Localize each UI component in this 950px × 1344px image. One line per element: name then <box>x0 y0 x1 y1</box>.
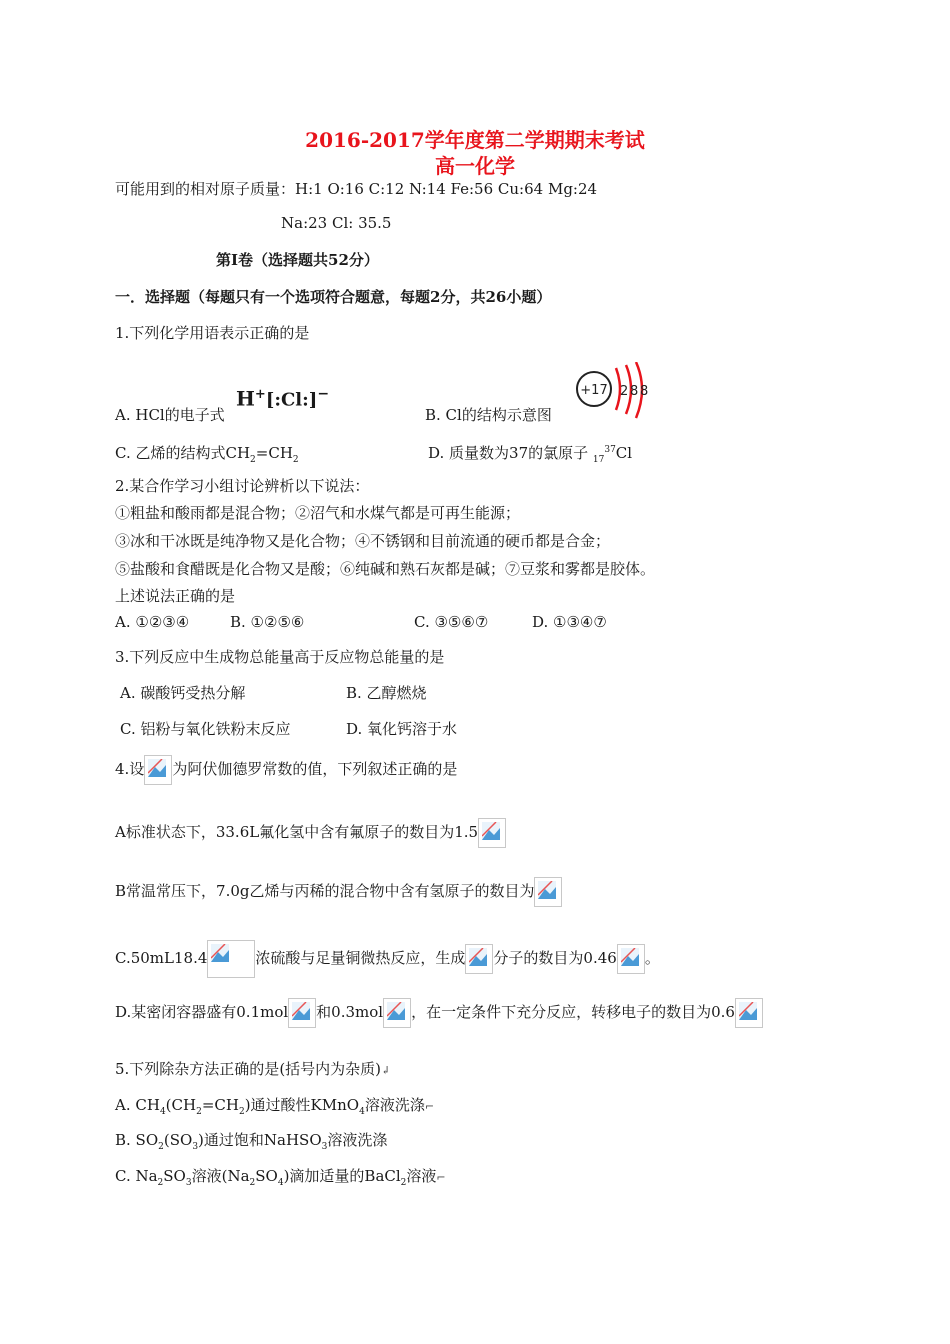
q4-option-d <box>115 998 763 1028</box>
q1-option-d <box>428 442 632 465</box>
q5-c-mid: SO <box>255 1167 278 1185</box>
q2-option-c: C. ③⑤⑥⑦ <box>414 613 489 631</box>
q4-d-post: ，在一定条件下充分反应，转移电子的数目为0.6 <box>411 1003 735 1021</box>
q5-b-pre: B. SO <box>115 1131 159 1149</box>
atomic-masses-line1: 可能用到的相对原子质量：H:1 O:16 C:12 N:14 Fe:56 Cu:64 Mg:24 <box>115 180 598 198</box>
q5-a-sub: 2 <box>238 1107 245 1117</box>
q2-line4: 上述说法正确的是 <box>115 587 236 605</box>
q5-a-sub: 4 <box>159 1107 166 1117</box>
q4-d-pre: D.某密闭容器盛有0.1mol <box>115 1003 289 1021</box>
q5-a-sub: 2 <box>196 1107 202 1117</box>
broken-image-icon <box>207 940 255 978</box>
q5-c-mid: )滴加适量的BaCl <box>283 1167 401 1185</box>
q4-stem <box>115 755 457 785</box>
q5-b-sub: 3 <box>192 1142 199 1152</box>
broken-image-icon <box>465 944 493 974</box>
q5-c-sub: 2 <box>400 1178 407 1188</box>
q2-option-a: A. ①②③④ <box>115 613 190 631</box>
q1-d-atomic-number: 17 <box>592 455 605 465</box>
arrow-mark-icon: ↲ <box>381 1064 391 1077</box>
q1-option-a-text: A. HCl的电子式 <box>115 406 225 424</box>
q1-option-c-text: C. 乙烯的结构式CH <box>115 444 251 462</box>
q1-c-sub2: 2 <box>292 455 299 465</box>
q5-b-mid: )通过饱和NaHSO <box>198 1131 322 1149</box>
q5-b-sub: 2 <box>158 1142 164 1152</box>
q5-b-mid: (SO <box>163 1131 193 1149</box>
exam-title: 2016-2017学年度第二学期期末考试 <box>305 128 645 152</box>
q1-c-sub1: 2 <box>250 455 256 465</box>
part-title: 一．选择题（每题只有一个选项符合题意，每题2分，共26小题） <box>115 288 552 306</box>
cl-structure-diagram <box>572 362 648 424</box>
q4-c-mid: 浓硫酸与足量铜微热反应，生成 <box>255 949 466 967</box>
formula-h: H <box>236 386 255 411</box>
q5-a-mid: )通过酸性KMnO <box>244 1096 360 1114</box>
q4-option-a <box>115 818 506 848</box>
broken-image-icon <box>144 755 172 785</box>
q1-d-symbol: Cl <box>615 444 633 462</box>
q1-option-d-text: D. 质量数为37的氯原子 <box>428 444 593 462</box>
formula-h-charge: + <box>254 387 266 402</box>
q5-b-end: 溶液洗涤 <box>327 1131 388 1149</box>
q3-stem: 3.下列反应中生成物总能量高于反应物总能量的是 <box>115 648 445 666</box>
q2-line1: ①粗盐和酸雨都是混合物；②沼气和水煤气都是可再生能源； <box>115 504 521 522</box>
q2-line2: ③冰和干冰既是纯净物又是化合物；④不锈钢和目前流通的硬币都是合金； <box>115 532 611 550</box>
q5-a-end: 溶液洗涤 <box>364 1096 425 1114</box>
broken-image-icon <box>478 818 506 848</box>
q5-a-mid: (CH <box>165 1096 197 1114</box>
q5-stem <box>115 1058 390 1079</box>
q5-b-sub: 3 <box>321 1142 328 1152</box>
volume-title: 第Ⅰ卷（选择题共52分） <box>216 251 379 269</box>
q5-stem-text: 5.下列除杂方法正确的是(括号内为杂质) <box>115 1060 382 1078</box>
q4-stem-post: 为阿伏伽德罗常数的值，下列叙述正确的是 <box>172 760 458 778</box>
q2-stem: 2.某合作学习小组讨论辨析以下说法： <box>115 477 370 495</box>
q4-option-a-text: A标准状态下，33.6L氟化氢中含有氟原子的数目为1.5 <box>115 823 479 841</box>
q5-option-b <box>115 1129 387 1152</box>
q3-option-a: A. 碳酸钙受热分解 <box>120 684 246 702</box>
q5-c-sub: 2 <box>249 1178 256 1188</box>
q2-line3: ⑤盐酸和食醋既是化合物又是酸；⑥纯碱和熟石灰都是碱；⑦豆浆和雾都是胶体。 <box>115 560 656 578</box>
svg-text:2: 2 <box>620 384 629 399</box>
q5-c-sub: 3 <box>185 1178 192 1188</box>
exam-subject: 高一化学 <box>435 154 515 178</box>
formula-cl: [:Cl:] <box>265 389 318 411</box>
q5-a-mid: =CH <box>201 1096 239 1114</box>
q5-c-mid: SO <box>163 1167 186 1185</box>
hcl-electron-formula <box>236 386 329 411</box>
q3-option-c: C. 铝粉与氧化铁粉末反应 <box>120 720 291 738</box>
svg-text:8: 8 <box>640 384 648 399</box>
cl-nucleus-label: +17 <box>580 383 608 398</box>
q3-option-b: B. 乙醇燃烧 <box>346 684 427 702</box>
q5-c-pre: C. Na <box>115 1167 158 1185</box>
broken-image-icon <box>735 998 763 1028</box>
broken-image-icon <box>383 998 411 1028</box>
q1-c-mid: =CH <box>255 444 293 462</box>
q1-option-a <box>115 404 225 425</box>
q5-a-sub: 4 <box>359 1107 365 1117</box>
q2-option-d: D. ①③④⑦ <box>532 613 607 631</box>
q5-c-end: 溶液 <box>406 1167 437 1185</box>
q1-stem: 1.下列化学用语表示正确的是 <box>115 324 310 342</box>
bracket-mark-icon: ⌐ <box>436 1171 446 1184</box>
bracket-mark-icon: ⌐ <box>424 1100 435 1113</box>
q4-c-end: 。 <box>644 949 660 967</box>
q3-option-d: D. 氧化钙溶于水 <box>346 720 458 738</box>
atomic-masses-line2: Na:23 Cl: 35.5 <box>281 214 392 232</box>
q5-c-mid: 溶液(Na <box>191 1167 250 1185</box>
q4-c-mid2: 分子的数目为0.46 <box>493 949 617 967</box>
q1-option-b-text: B. Cl的结构示意图 <box>425 406 552 424</box>
q5-option-c <box>115 1165 446 1188</box>
q5-c-sub: 4 <box>277 1178 284 1188</box>
q4-d-mid: 和0.3mol <box>316 1003 384 1021</box>
q1-d-mass-number: 37 <box>604 445 616 455</box>
q4-option-b <box>115 877 562 907</box>
q4-option-b-text: B常温常压下，7.0g乙烯与丙稀的混合物中含有氢原子的数目为 <box>115 882 535 900</box>
broken-image-icon <box>288 998 316 1028</box>
q5-a-pre: A. CH <box>115 1096 160 1114</box>
q5-option-a <box>115 1094 434 1117</box>
q1-option-c <box>115 442 299 465</box>
q2-option-b: B. ①②⑤⑥ <box>230 613 305 631</box>
q5-c-sub: 2 <box>157 1178 164 1188</box>
formula-cl-charge: − <box>317 386 330 402</box>
svg-text:8: 8 <box>630 384 639 399</box>
broken-image-icon <box>617 944 645 974</box>
q4-c-pre: C.50mL18.4 <box>115 949 208 967</box>
q4-option-c <box>115 940 660 978</box>
q4-stem-pre: 4.设 <box>115 760 145 778</box>
broken-image-icon <box>534 877 562 907</box>
